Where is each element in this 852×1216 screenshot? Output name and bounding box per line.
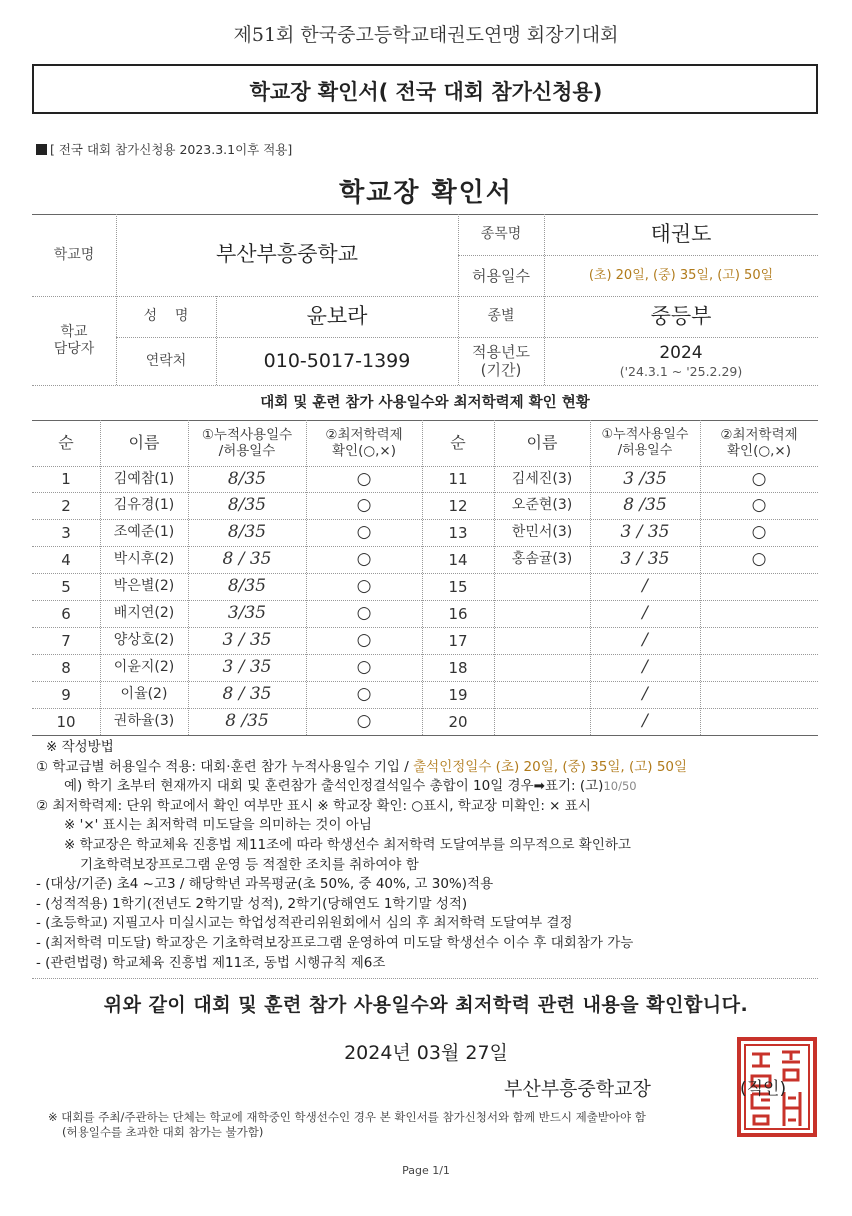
row-seq: 12 xyxy=(448,496,468,515)
division-label: 종별 xyxy=(487,308,515,325)
row-seq: 13 xyxy=(448,523,468,542)
row-name: 홍솜귤(3) xyxy=(511,551,573,568)
row-check: ○ xyxy=(356,468,372,489)
allowed-days-value: (초) 20일, (중) 35일, (고) 50일 xyxy=(588,267,774,283)
school-name: 부산부흥중학교 xyxy=(215,242,358,267)
method-line: - (초등학교) 지필고사 미실시교는 학업성적관리위원회에서 심의 후 최저학력 도달여부 결정 xyxy=(36,915,573,932)
sport-value: 태권도 xyxy=(650,221,712,246)
method-line: 기초학력보장프로그램 운영 등 적절한 조치를 취하여야 함 xyxy=(80,856,419,873)
row-name: 배지연(2) xyxy=(113,605,175,622)
header-name: 이름 xyxy=(128,433,160,453)
header-days-line2: /허용일수 xyxy=(617,443,673,458)
row-name: 오준현(3) xyxy=(511,497,573,514)
row-days: 3 / 35 xyxy=(222,657,272,678)
divider xyxy=(32,385,818,386)
row-check: ○ xyxy=(356,684,372,705)
row-seq: 2 xyxy=(61,496,71,515)
row-seq: 9 xyxy=(61,685,71,704)
manager-name: 윤보라 xyxy=(306,303,368,328)
manager-label-line1: 학교 xyxy=(60,323,88,340)
row-check: ○ xyxy=(356,495,372,516)
row-seq: 16 xyxy=(448,604,468,623)
header-seq: 순 xyxy=(450,433,466,453)
row-days: 3 /35 xyxy=(623,468,667,489)
row-name: 권하율(3) xyxy=(113,713,175,730)
row-seq: 8 xyxy=(61,658,71,677)
issue-date: 2024년 03월 27일 xyxy=(344,1042,508,1064)
year-label-line2: (기간) xyxy=(480,361,522,379)
header-days xyxy=(188,420,306,466)
row-check: ○ xyxy=(356,603,372,624)
footnote xyxy=(48,1110,646,1140)
row-check: ○ xyxy=(356,549,372,570)
row-check xyxy=(700,654,818,681)
row-check: ○ xyxy=(751,468,767,489)
row-check xyxy=(700,573,818,600)
document-title: 학교장 확인서 xyxy=(339,178,513,208)
form-title: 학교장 확인서( 전국 대회 참가신청용) xyxy=(249,80,603,104)
notice-text: [ 전국 대회 참가신청용 2023.3.1이후 적용] xyxy=(50,142,293,157)
row-name: 김예참(1) xyxy=(113,470,175,487)
row-seq: 5 xyxy=(61,577,71,596)
contact-value: 010-5017-1399 xyxy=(263,349,411,372)
method-line: - (최저학력 미도달) 학교장은 기초학력보장프로그램 운영하여 미도달 학생선수 이수 후 대회참가 가능 xyxy=(36,934,634,951)
school-label: 학교명 xyxy=(53,246,95,263)
header-check xyxy=(700,420,818,466)
row-seq: 4 xyxy=(61,550,71,569)
year-value: 2024 xyxy=(659,343,703,364)
row-seq: 6 xyxy=(61,604,71,623)
row-days: / xyxy=(642,657,648,678)
name-label: 성 명 xyxy=(143,308,189,325)
method-highlight: 출석인정일수 (초) 20일, (중) 35일, (고) 50일 xyxy=(413,758,688,775)
period-value: ('24.3.1 ~ '25.2.29) xyxy=(619,363,743,379)
row-seq: 20 xyxy=(448,712,468,731)
seal-label: (직인) xyxy=(740,1079,787,1099)
row-days: 8 /35 xyxy=(225,711,269,732)
row-name: 김유경(1) xyxy=(113,497,175,514)
method-line: ② 최저학력제: 단위 학교에서 확인 여부만 표시 ※ 학교장 확인: ○표시, 학교장 미확인: × 표시 xyxy=(36,797,591,814)
row-days: / xyxy=(642,576,648,597)
row-days: 3 / 35 xyxy=(222,630,272,651)
method-line: - (성적적용) 1학기(전년도 2학기말 성적), 2학기(당해연도 1학기말 성적) xyxy=(36,895,468,912)
row-name: 박은별(2) xyxy=(113,578,175,595)
year-label-line1: 적용년도 xyxy=(472,343,530,361)
page-number: Page 1/1 xyxy=(402,1164,450,1177)
manager-label-line2: 담당자 xyxy=(53,340,95,357)
event-title: 제51회 한국중고등학교태권도연맹 회장기대회 xyxy=(233,24,619,46)
method-line: - (대상/기준) 초4 ~고3 / 해당학년 과목평균(초 50%, 중 40%, 고 30%)적용 xyxy=(36,876,494,893)
row-days: 3 / 35 xyxy=(620,549,670,570)
writing-method xyxy=(36,738,836,973)
method-example-value: 10/50 xyxy=(603,779,637,794)
header-days-line2: /허용일수 xyxy=(218,443,276,459)
row-seq: 7 xyxy=(61,631,71,650)
method-line xyxy=(36,758,836,778)
row-days: 8/35 xyxy=(227,522,267,543)
row-days: 8 / 35 xyxy=(222,549,272,570)
row-name xyxy=(494,681,590,708)
footnote-line: ※ 대회를 주최/주관하는 단체는 학교에 재학중인 학생선수인 경우 본 확인서를 참가신청서와 함께 반드시 제출받아야 함 xyxy=(48,1110,646,1124)
method-line: ※ '×' 표시는 최저학력 미도달을 의미하는 것이 아님 xyxy=(64,817,372,834)
row-days: / xyxy=(642,711,648,732)
row-days: / xyxy=(642,603,648,624)
section-title: 대회 및 훈련 참가 사용일수와 최저학력제 확인 현황 xyxy=(260,395,590,412)
header-seq: 순 xyxy=(58,433,74,453)
row-name xyxy=(494,654,590,681)
row-days: 8 /35 xyxy=(623,495,667,516)
row-days: / xyxy=(642,630,648,651)
header-check-line1: ②최저학력제 xyxy=(720,426,798,443)
method-line-text: ① 학교급별 허용일수 적용: 대회·훈련 참가 누적사용일수 기입 / xyxy=(36,758,414,775)
row-seq: 18 xyxy=(448,658,468,677)
row-check: ○ xyxy=(751,549,767,570)
row-seq: 10 xyxy=(56,712,76,731)
row-name: 양상호(2) xyxy=(113,632,175,649)
row-days: 3/35 xyxy=(227,603,267,624)
row-check: ○ xyxy=(356,657,372,678)
row-days: 8 / 35 xyxy=(222,684,272,705)
row-seq: 11 xyxy=(448,470,468,488)
row-name xyxy=(494,573,590,600)
header-check-line1: ②최저학력제 xyxy=(325,426,403,443)
header-days-line1: ①누적사용일수 xyxy=(601,427,689,443)
row-name: 조예준(1) xyxy=(113,524,175,541)
confirm-statement: 위와 같이 대회 및 훈련 참가 사용일수와 최저학력 관련 내용을 확인합니다. xyxy=(103,994,749,1016)
row-check: ○ xyxy=(356,630,372,651)
row-check xyxy=(700,600,818,627)
row-days: 8/35 xyxy=(227,468,267,489)
divider xyxy=(32,735,818,736)
row-check xyxy=(700,708,818,735)
row-check: ○ xyxy=(356,522,372,543)
row-name xyxy=(494,600,590,627)
row-name xyxy=(494,708,590,735)
header-check-line2: 확인(○,×) xyxy=(332,443,396,459)
row-name: 박시후(2) xyxy=(113,551,175,568)
row-days: 3 / 35 xyxy=(620,522,670,543)
square-bullet-icon xyxy=(36,144,47,155)
principal-name: 부산부흥중학교장 xyxy=(504,1078,651,1100)
method-line xyxy=(36,777,836,797)
notice xyxy=(36,140,292,158)
year-value-cell xyxy=(544,337,818,385)
method-line: - (관련법령) 학교체육 진흥법 제11조, 동법 시행규칙 제6조 xyxy=(36,954,386,971)
sport-label: 종목명 xyxy=(480,226,522,243)
row-check: ○ xyxy=(751,522,767,543)
method-line-text: 예) 학기 초부터 현재까지 대회 및 훈련참가 출석인정결석일수 총합이 10일 경우➡표기: (고) xyxy=(64,778,604,795)
method-line: ※ 학교장은 학교체육 진흥법 제11조에 따라 학생선수 최저학력 도달여부를 의무적으로 확인하고 xyxy=(64,836,631,853)
contact-label: 연락처 xyxy=(145,352,187,369)
row-check: ○ xyxy=(356,576,372,597)
row-days: 8/35 xyxy=(227,576,267,597)
row-days: 8/35 xyxy=(227,495,267,516)
row-seq: 1 xyxy=(61,470,71,488)
row-name: 이율(2) xyxy=(120,686,168,703)
year-label xyxy=(458,337,544,385)
allowed-days-label: 허용일수 xyxy=(472,266,530,285)
row-check xyxy=(700,681,818,708)
method-title: ※ 작성방법 xyxy=(46,739,114,755)
footnote-line: (허용일수를 초과한 대회 참가는 불가함) xyxy=(62,1125,264,1139)
row-seq: 3 xyxy=(61,523,71,542)
header-check-line2: 확인(○,×) xyxy=(727,443,791,459)
row-days: / xyxy=(642,684,648,705)
row-name xyxy=(494,627,590,654)
row-check xyxy=(700,627,818,654)
row-seq: 15 xyxy=(448,577,468,596)
row-seq: 14 xyxy=(448,550,468,569)
row-name: 이윤지(2) xyxy=(113,659,175,676)
manager-label xyxy=(32,296,116,385)
header-days-line1: ①누적사용일수 xyxy=(201,426,293,443)
header-days xyxy=(590,420,700,466)
header-name: 이름 xyxy=(526,433,558,453)
row-check: ○ xyxy=(751,495,767,516)
row-name: 김세진(3) xyxy=(511,470,573,487)
divider xyxy=(32,978,818,979)
row-check: ○ xyxy=(356,711,372,732)
row-name: 한민서(3) xyxy=(511,524,573,541)
header-check xyxy=(306,420,422,466)
row-seq: 17 xyxy=(448,631,468,650)
division-value: 중등부 xyxy=(650,303,712,328)
row-seq: 19 xyxy=(448,685,468,704)
